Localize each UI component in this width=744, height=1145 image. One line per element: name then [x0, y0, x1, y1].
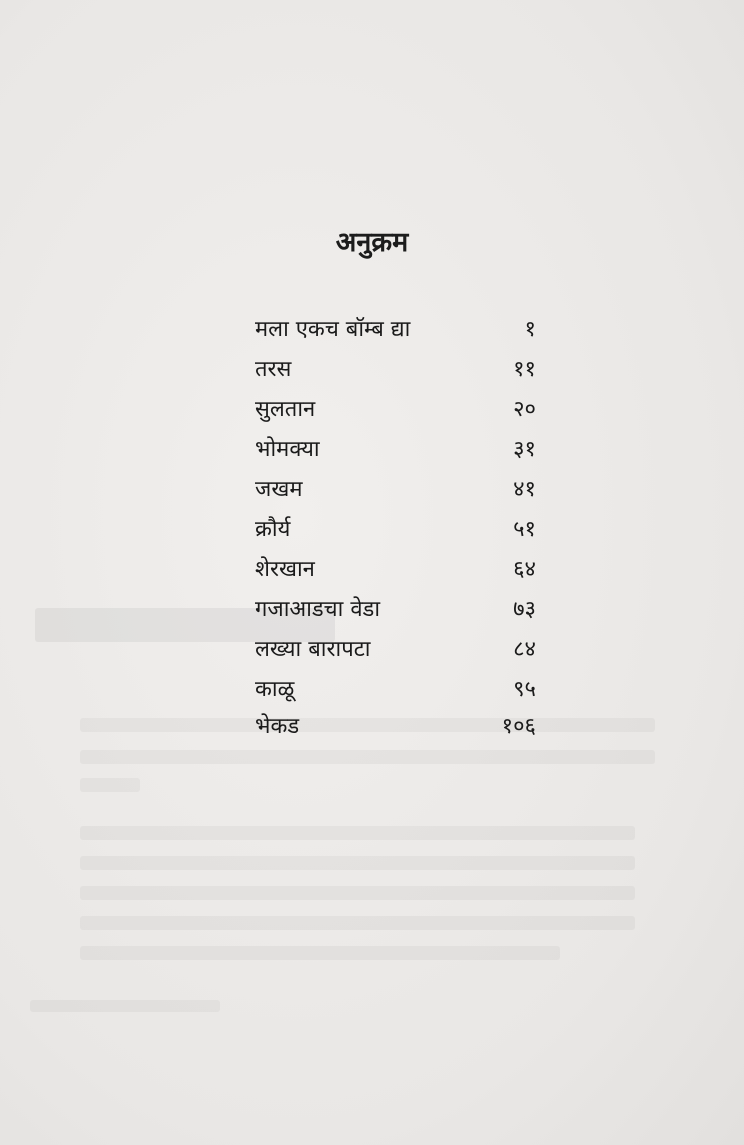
- toc-entry: [0, 393, 744, 433]
- toc-entry: [0, 473, 744, 513]
- toc-entry-title: गजाआडचा वेडा: [255, 597, 381, 622]
- toc-entry-title: जखम: [255, 477, 303, 502]
- toc-entry-title: शेरखान: [255, 557, 315, 582]
- toc-entry-title: तरस: [255, 357, 292, 382]
- toc-entry: [0, 633, 744, 673]
- toc-entry-page: ६४: [513, 557, 536, 582]
- toc-entry-page: १: [524, 317, 536, 342]
- show-through-text-2: [80, 750, 655, 764]
- toc-entry-title: क्रौर्य: [255, 517, 291, 542]
- toc-entry-page: ९५: [513, 677, 536, 702]
- toc-entry: [0, 353, 744, 393]
- show-through-text-4: [80, 826, 635, 840]
- show-through-footer: [30, 1000, 220, 1012]
- show-through-text-7: [80, 916, 635, 930]
- toc-entry-page: ५१: [513, 517, 536, 542]
- toc-entry-title: लख्या बारापटा: [255, 637, 371, 662]
- toc-entry-page: ४१: [513, 477, 536, 502]
- toc-entry-page: ११: [513, 357, 536, 382]
- toc-entry: [0, 433, 744, 473]
- show-through-text-8: [80, 946, 560, 960]
- toc-entry-title: सुलतान: [255, 397, 316, 422]
- show-through-text-5: [80, 856, 635, 870]
- toc-entry-title: भोमक्या: [255, 437, 320, 462]
- toc-entry: [0, 593, 744, 633]
- toc-entry-page: २०: [513, 397, 536, 422]
- show-through-text-3: [80, 778, 140, 792]
- show-through-text-6: [80, 886, 635, 900]
- toc-entry: [0, 313, 744, 353]
- toc-entry-title: काळू: [255, 677, 295, 702]
- contents-heading: अनुक्रम: [335, 227, 409, 258]
- toc-entry: [0, 710, 744, 750]
- toc-entry-title: मला एकच बॉम्ब द्या: [255, 317, 411, 342]
- toc-entry: [0, 673, 744, 713]
- toc-entry-page: ३१: [513, 437, 536, 462]
- toc-entry-page: १०६: [501, 714, 536, 739]
- toc-entry-page: ७३: [513, 597, 536, 622]
- toc-entry: [0, 553, 744, 593]
- toc-entry: [0, 513, 744, 553]
- toc-entry-title: भेकड: [255, 714, 300, 739]
- toc-entry-page: ८४: [513, 637, 536, 662]
